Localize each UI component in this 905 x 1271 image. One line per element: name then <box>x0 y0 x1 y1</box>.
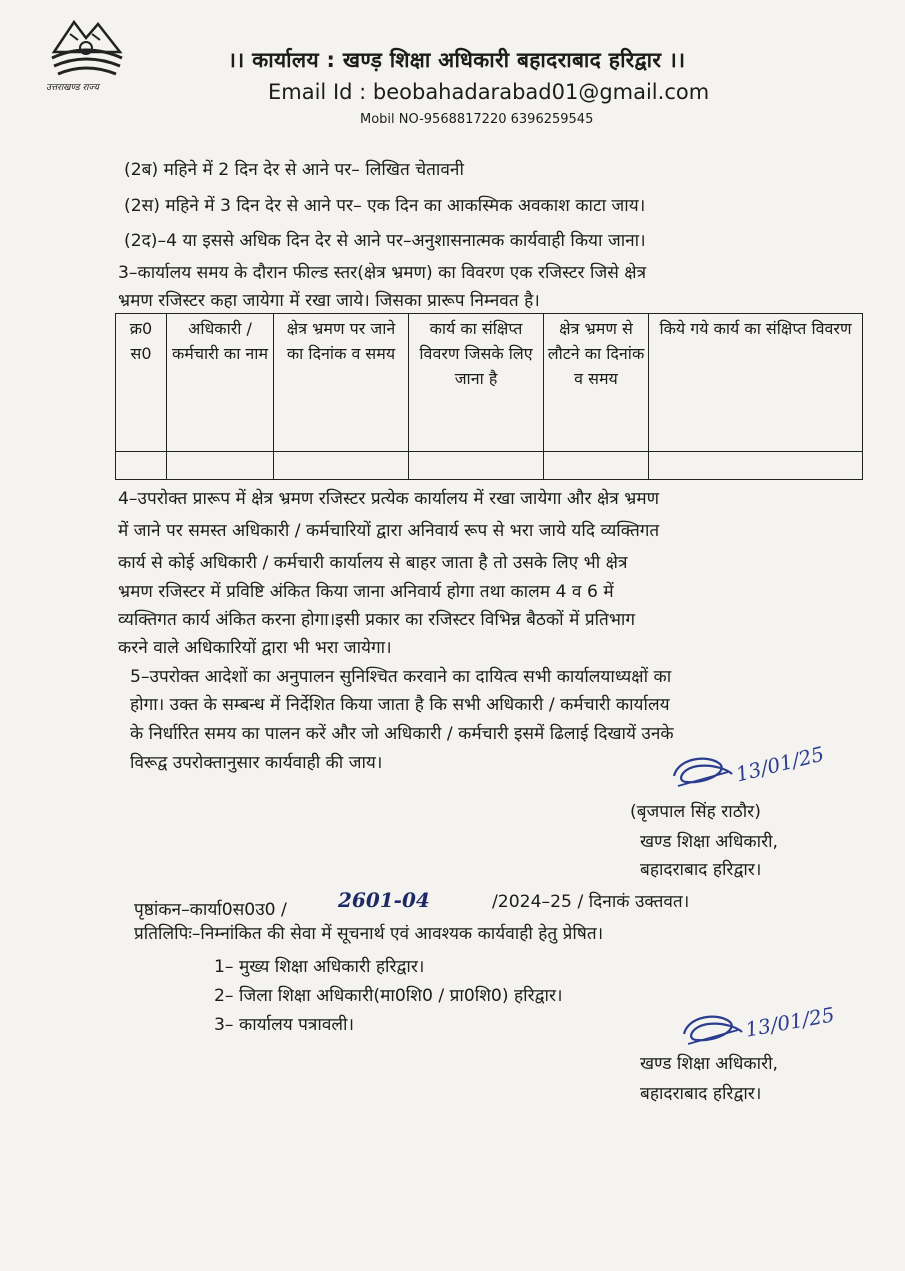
column-header-departure: क्षेत्र भ्रमण पर जाने का दिनांक व समय <box>274 314 409 452</box>
column-header-work-done: किये गये कार्य का संक्षिप्त विवरण <box>649 314 863 452</box>
rule-2b: (2ब) महिने में 2 दिन देर से आने पर– लिखित चेतावनी <box>124 160 464 180</box>
copy-to-intro: प्रतिलिपिः–निम्नांकित की सेवा में सूचनार्थ एवं आवश्यक कार्यवाही हेतु प्रेषित। <box>134 924 604 944</box>
point-5-line-2: होगा। उक्त के सम्बन्ध में निर्देशित किया जाता है कि सभी अधिकारी / कर्मचारी कार्यालय <box>130 695 670 715</box>
column-header-name: अधिकारी / कर्मचारी का नाम <box>167 314 274 452</box>
table-header-row <box>116 314 863 452</box>
handwritten-signature <box>668 752 738 796</box>
signatory-place: बहादराबाद हरिद्वार। <box>640 860 762 880</box>
handwritten-signature-2 <box>678 1010 748 1054</box>
point-5-line-3: के निर्धारित समय का पालन करें और जो अधिकारी / कर्मचारी इसमें ढिलाई दिखायें उनके <box>130 724 674 744</box>
point-3-line-1: 3–कार्यालय समय के दौरान फील्ड स्तर(क्षेत्र भ्रमण) का विवरण एक रजिस्टर जिसे क्षेत्र <box>118 263 647 283</box>
point-4-line-6: करने वाले अधिकारियों द्वारा भी भरा जायेगा। <box>118 638 392 658</box>
point-4-line-1: 4–उपरोक्त प्रारूप में क्षेत्र भ्रमण रजिस्टर प्रत्येक कार्यालय में रखा जायेगा और क्षेत्र भ्रमण <box>118 489 660 509</box>
column-header-return: क्षेत्र भ्रमण से लौटने का दिनांक व समय <box>544 314 649 452</box>
point-4-line-3: कार्य से कोई अधिकारी / कर्मचारी कार्यालय से बाहर जाता है तो उसके लिए भी क्षेत्र <box>118 553 628 573</box>
reference-suffix: /2024–25 / दिनाकं उक्तवत। <box>492 892 690 912</box>
recipient-1: 1– मुख्य शिक्षा अधिकारी हरिद्वार। <box>214 957 425 977</box>
point-3-line-2: भ्रमण रजिस्टर कहा जायेगा में रखा जाये। जिसका प्रारूप निम्नवत है। <box>118 291 540 311</box>
column-header-serial: क्र0 स0 <box>116 314 167 452</box>
reference-prefix: पृष्ठांकन–कार्या0स0उ0 / <box>134 900 287 920</box>
point-4-line-4: भ्रमण रजिस्टर में प्रविष्टि अंकित किया जाना अनिवार्य होगा तथा कालम 4 व 6 में <box>118 582 614 602</box>
rule-2d: (2द)–4 या इससे अधिक दिन देर से आने पर–अनुशासनात्मक कार्यवाही किया जाना। <box>124 231 646 251</box>
office-title: ।। कार्यालय : खण्ड़ शिक्षा अधिकारी बहादराबाद हरिद्वार ।। <box>228 48 686 72</box>
field-visit-register-table <box>115 313 863 480</box>
signatory-2-place: बहादराबाद हरिद्वार। <box>640 1084 762 1104</box>
recipient-2: 2– जिला शिक्षा अधिकारी(मा0शि0 / प्रा0शि0) हरिद्वार। <box>214 986 563 1006</box>
table-row <box>116 452 863 480</box>
column-header-purpose: कार्य का संक्षिप्त विवरण जिसके लिए जाना है <box>409 314 544 452</box>
logo-caption: उत्तराखण्ड राज्य <box>46 83 99 93</box>
signatory-designation: खण्ड शिक्षा अधिकारी, <box>640 832 779 852</box>
point-5-line-1: 5–उपरोक्त आदेशों का अनुपालन सुनिश्चित करवाने का दायित्व सभी कार्यालयाध्यक्षों का <box>130 667 672 687</box>
point-5-line-4: विरूद्व उपरोक्तानुसार कार्यवाही की जाय। <box>130 753 383 773</box>
signature-2-date: 13/01/25 <box>743 1002 837 1042</box>
point-4-line-5: व्यक्तिगत कार्य अंकित करना होगा।इसी प्रकार का रजिस्टर विभिन्न बैठकों में प्रतिभाग <box>118 610 636 630</box>
recipient-3: 3– कार्यालय पत्रावली। <box>214 1015 355 1035</box>
office-mobile: Mobil NO-9568817220 6396259545 <box>360 112 594 127</box>
signatory-2-designation: खण्ड शिक्षा अधिकारी, <box>640 1054 779 1074</box>
point-4-line-2: में जाने पर समस्त अधिकारी / कर्मचारियों द्वारा अनिवार्य रूप से भरा जाये यदि व्यक्तिगत <box>118 521 660 541</box>
signatory-name: (बृजपाल सिंह राठौर) <box>630 802 761 822</box>
signature-date: 13/01/25 <box>733 741 827 787</box>
reference-number-handwritten: 2601-04 <box>338 888 430 912</box>
rule-2s: (2स) महिने में 3 दिन देर से आने पर– एक दिन का आकस्मिक अवकाश काटा जाय। <box>124 196 646 216</box>
office-email: Email Id : beobahadarabad01@gmail.com <box>268 80 710 104</box>
